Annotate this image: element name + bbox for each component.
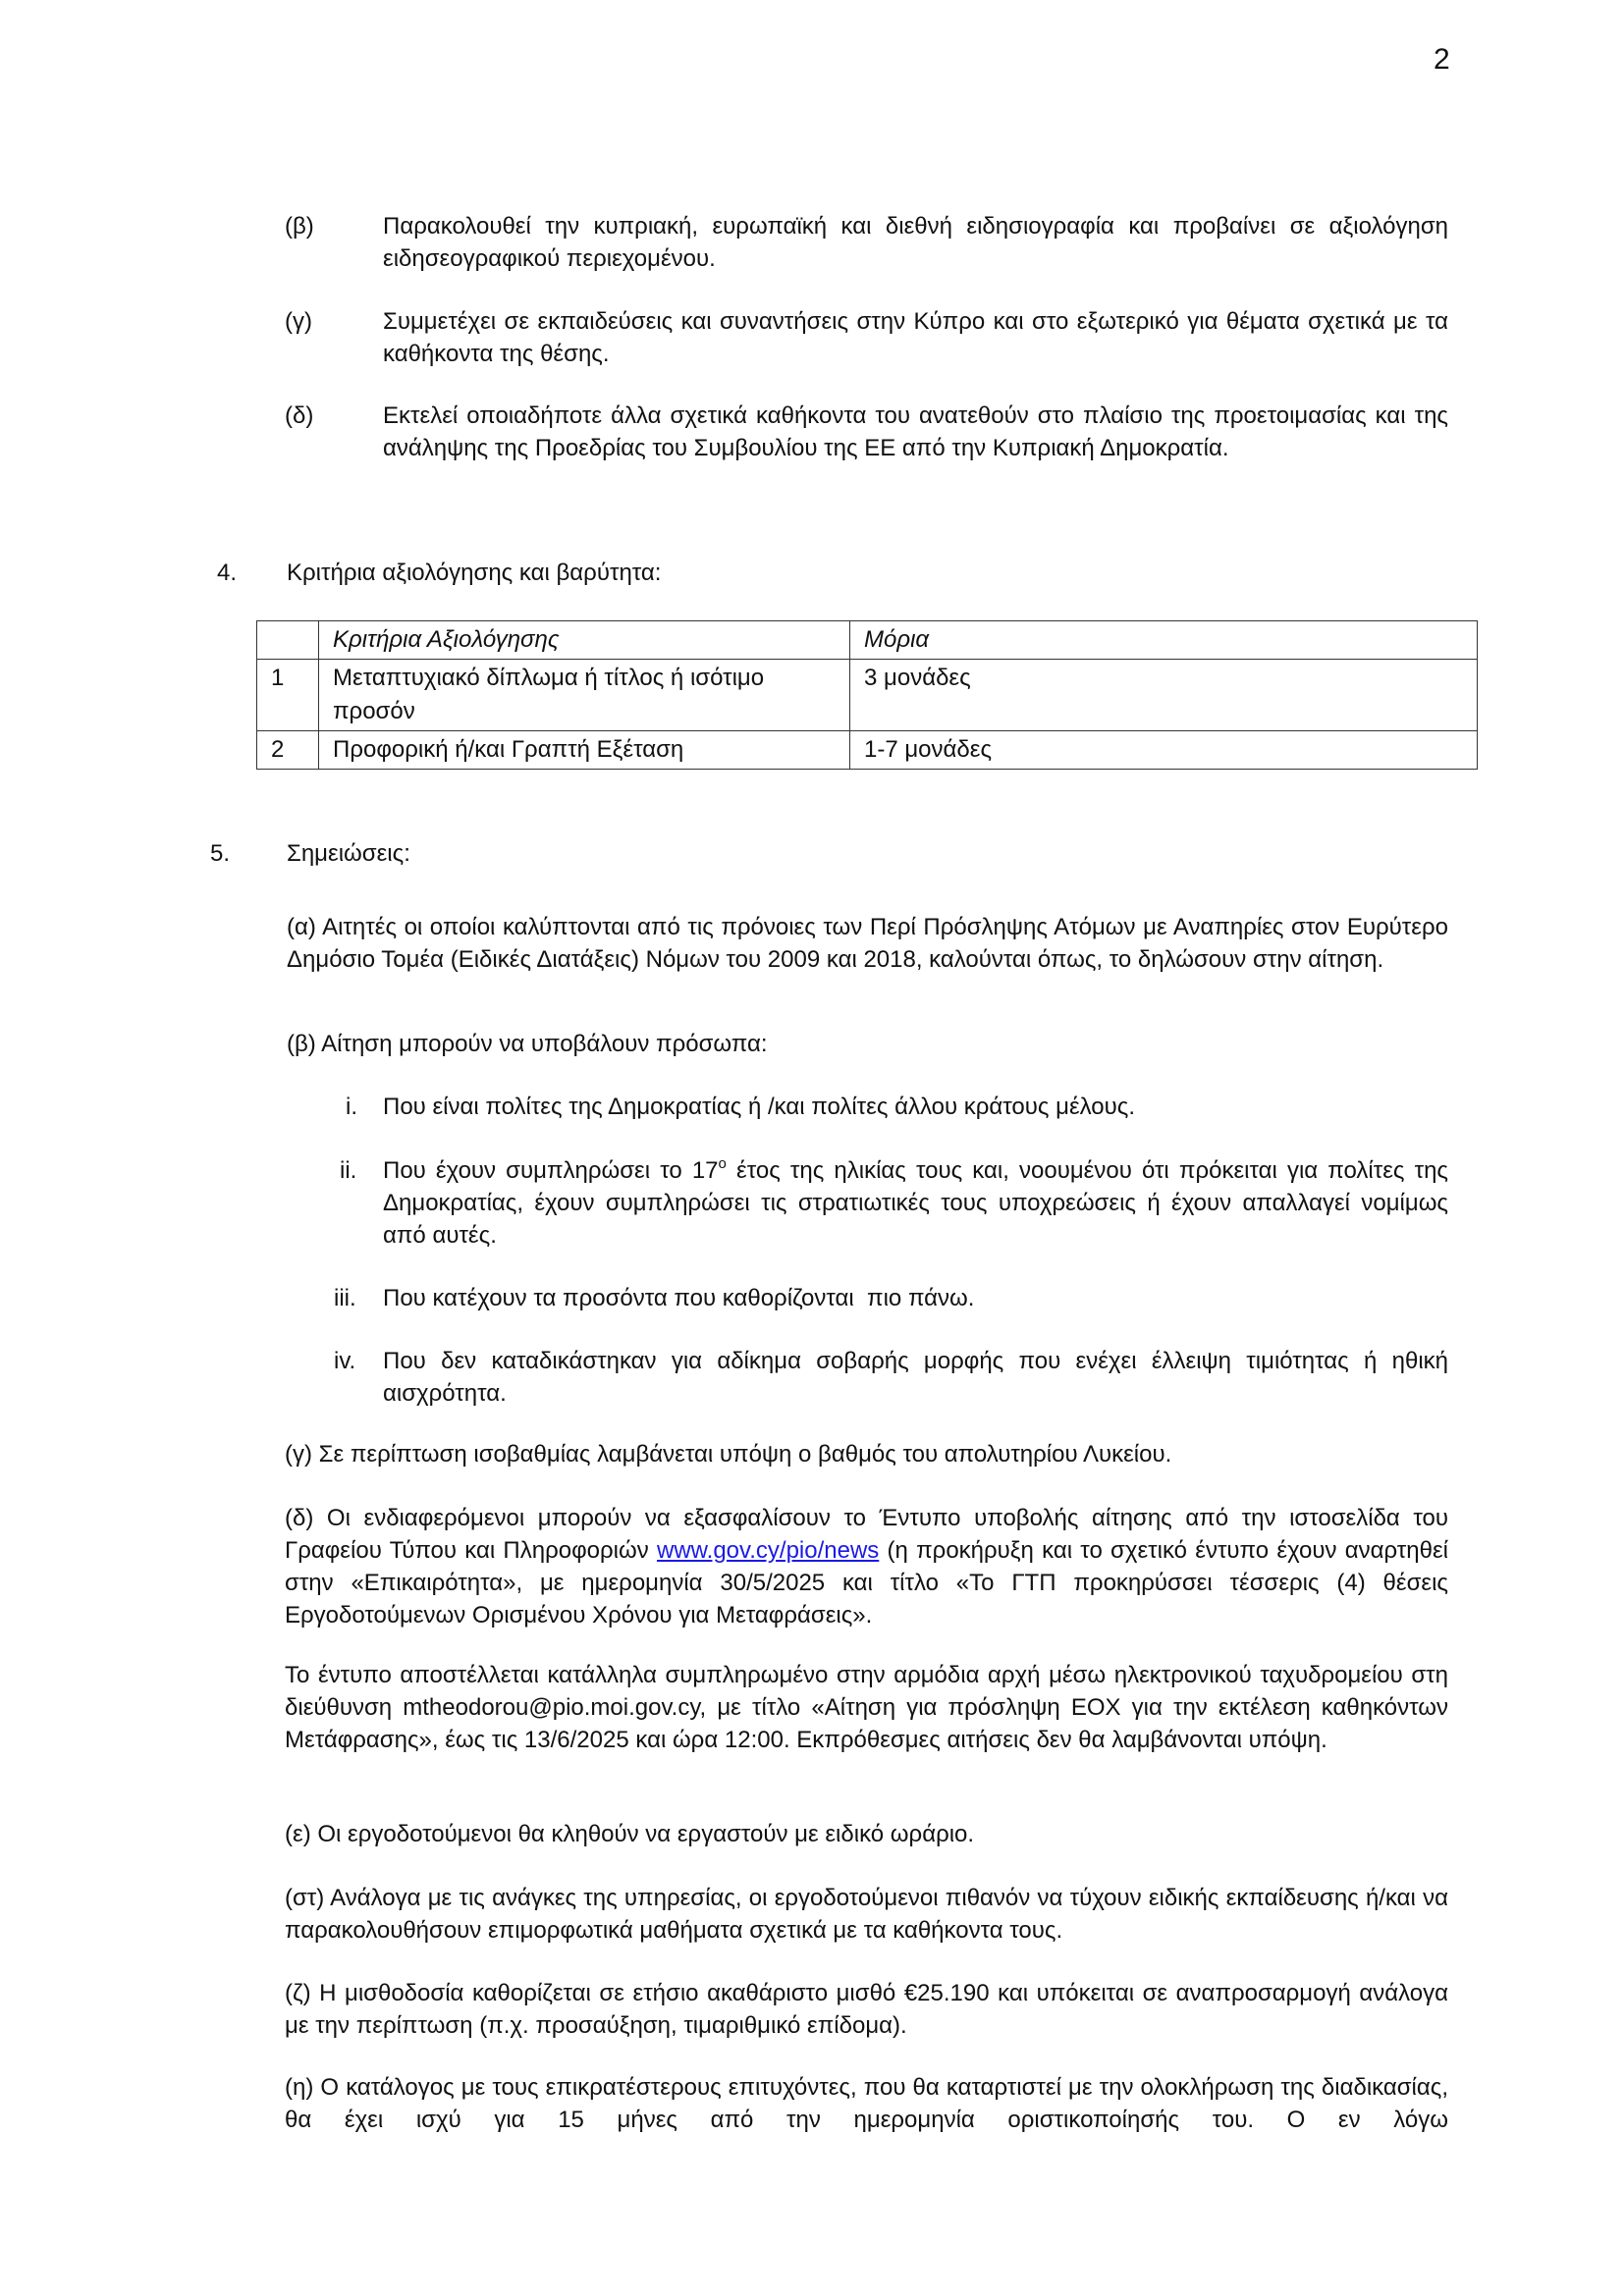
row-criterion: Προφορική ή/και Γραπτή Εξέταση [319, 731, 850, 770]
header-num [257, 621, 319, 660]
note-st: (στ) Ανάλογα με τις ανάγκες της υπηρεσίας, οι εργοδοτούμενοι πιθανόν να τύχουν ειδικής εκπαίδευσης ή/και να παρακολουθήσουν επιμορφωτικά μαθήματα σχετικά με τα καθήκοντα τους. [285, 1885, 1448, 1944]
note-d [285, 1502, 1448, 1631]
table-row [257, 731, 1478, 770]
note-h: (η) Ο κατάλογος με τους επικρατέστερους επιτυχόντες, που θα καταρτιστεί με την ολοκλήρωση της διαδικασίας, θα έχει ισχύ για 15 μήνες από την ημερομηνία οριστικοποίησής του. Ο εν λόγω [285, 2074, 1448, 2133]
section-4-title: Κριτήρια αξιολόγησης και βαρύτητα: [287, 560, 662, 586]
note-d-text-2: (η προκήρυξη και το σχετικό έντυπο έχουν αναρτηθεί στην «Επικαιρότητα», με ημερομηνία 30/5/2025 και τίτλο «Το ΓΤΠ προκηρύσσει τέσσερις (4) θέσεις Εργοδοτούμενων Ορισμένου Χρόνου για Μεταφράσεις». [285, 1537, 1449, 1629]
header-points: Μόρια [850, 621, 1478, 660]
eligibility-label-ii: ii. [340, 1157, 357, 1184]
row-num: 2 [257, 731, 319, 770]
eligibility-text-ii [383, 1154, 1448, 1252]
note-z: (ζ) Η μισθοδοσία καθορίζεται σε ετήσιο ακαθάριστο μισθό €25.190 και υπόκειται σε αναπροσαρμογή ανάλογα με την περίπτωση (π.χ. προσαύξηση, τιμαριθμικό επίδομα). [285, 1980, 1448, 2039]
section-5-number: 5. [210, 840, 231, 867]
page-number: 2 [1434, 43, 1450, 76]
row-points: 1-7 μονάδες [850, 731, 1478, 770]
eligibility-label-i: i. [346, 1094, 357, 1120]
duty-label-c: (γ) [285, 308, 312, 335]
duty-text-c: Συμμετέχει σε εκπαιδεύσεις και συναντήσεις στην Κύπρο και στο εξωτερικό για θέματα σχετικά με τα καθήκοντα της θέσης. [383, 308, 1448, 367]
eligibility-label-iv: iv. [334, 1348, 356, 1374]
row-points: 3 μονάδες [850, 660, 1478, 731]
eligibility-text-ii-part2: έτος της ηλικίας τους και, νοουμένου ότι πρόκειται για πολίτες της Δημοκρατίας, έχουν συμπληρώσει τις στρατιωτικές τους υποχρεώσεις ή έχουν απαλλαγεί νομίμως από αυτές. [383, 1157, 1448, 1249]
eligibility-text-iii: Που κατέχουν τα προσόντα που καθορίζονται πιο πάνω. [383, 1285, 975, 1311]
header-criteria: Κριτήρια Αξιολόγησης [319, 621, 850, 660]
row-criterion: Μεταπτυχιακό δίπλωμα ή τίτλος ή ισότιμο προσόν [319, 660, 850, 731]
eligibility-text-i: Που είναι πολίτες της Δημοκρατίας ή /και πολίτες άλλου κράτους μέλους. [383, 1094, 1135, 1120]
duty-text-d: Εκτελεί οποιαδήποτε άλλα σχετικά καθήκοντα του ανατεθούν στο πλαίσιο της προετοιμασίας και της ανάληψης της Προεδρίας του Συμβουλίου της ΕΕ από την Κυπριακή Δημοκρατία. [383, 402, 1448, 461]
note-e: (ε) Οι εργοδοτούμενοι θα κληθούν να εργαστούν με ειδικό ωράριο. [285, 1821, 975, 1847]
section-4-number: 4. [217, 560, 238, 586]
ordinal-superscript: ο [718, 1155, 727, 1172]
table-row [257, 660, 1478, 731]
eligibility-label-iii: iii. [334, 1285, 356, 1311]
note-b-intro: (β) Αίτηση μπορούν να υποβάλουν πρόσωπα: [287, 1031, 768, 1057]
note-c: (γ) Σε περίπτωση ισοβαθμίας λαμβάνεται υπόψη ο βαθμός του απολυτηρίου Λυκείου. [285, 1441, 1172, 1468]
eligibility-text-iv: Που δεν καταδικάστηκαν για αδίκημα σοβαρής μορφής που ενέχει έλλειψη τιμιότητας ή ηθική αισχρότητα. [383, 1348, 1448, 1407]
duty-text-b: Παρακολουθεί την κυπριακή, ευρωπαϊκή και διεθνή ειδησιογραφία και προβαίνει σε αξιολόγηση ειδησεογραφικού περιεχομένου. [383, 213, 1448, 272]
row-num: 1 [257, 660, 319, 731]
eligibility-text-ii-part1: Που έχουν συμπληρώσει το 17 [383, 1157, 719, 1184]
note-d-submission: Το έντυπο αποστέλλεται κατάλληλα συμπληρωμένο στην αρμόδια αρχή μέσω ηλεκτρονικού ταχυδρομείου στη διεύθυνση mtheodorou@pio.moi.gov.cy, με τίτλο «Αίτηση για πρόσληψη ΕΟΧ για την εκτέλεση καθηκόντων Μετάφρασης», έως τις 13/6/2025 και ώρα 12:00. Εκπρόθεσμες αιτήσεις δεν θα λαμβάνονται υπόψη. [285, 1662, 1448, 1753]
section-5-title: Σημειώσεις: [287, 840, 410, 867]
note-d-text-1: (δ) Οι ενδιαφερόμενοι μπορούν να εξασφαλίσουν το Έντυπο υποβολής αίτησης από την ιστοσελίδα του Γραφείου Τύπου και Πληροφοριών [285, 1505, 1448, 1564]
duty-label-b: (β) [285, 213, 314, 240]
duty-label-d: (δ) [285, 402, 314, 429]
pio-news-link[interactable]: www.gov.cy/pio/news [656, 1537, 880, 1564]
criteria-table [256, 620, 1478, 770]
note-a: (α) Αιτητές οι οποίοι καλύπτονται από τις πρόνοιες των Περί Πρόσληψης Ατόμων με Αναπηρίες στον Ευρύτερο Δημόσιο Τομέα (Ειδικές Διατάξεις) Νόμων του 2009 και 2018, καλούνται όπως, το δηλώσουν στην αίτηση. [287, 914, 1448, 973]
criteria-table-header [257, 621, 1478, 660]
